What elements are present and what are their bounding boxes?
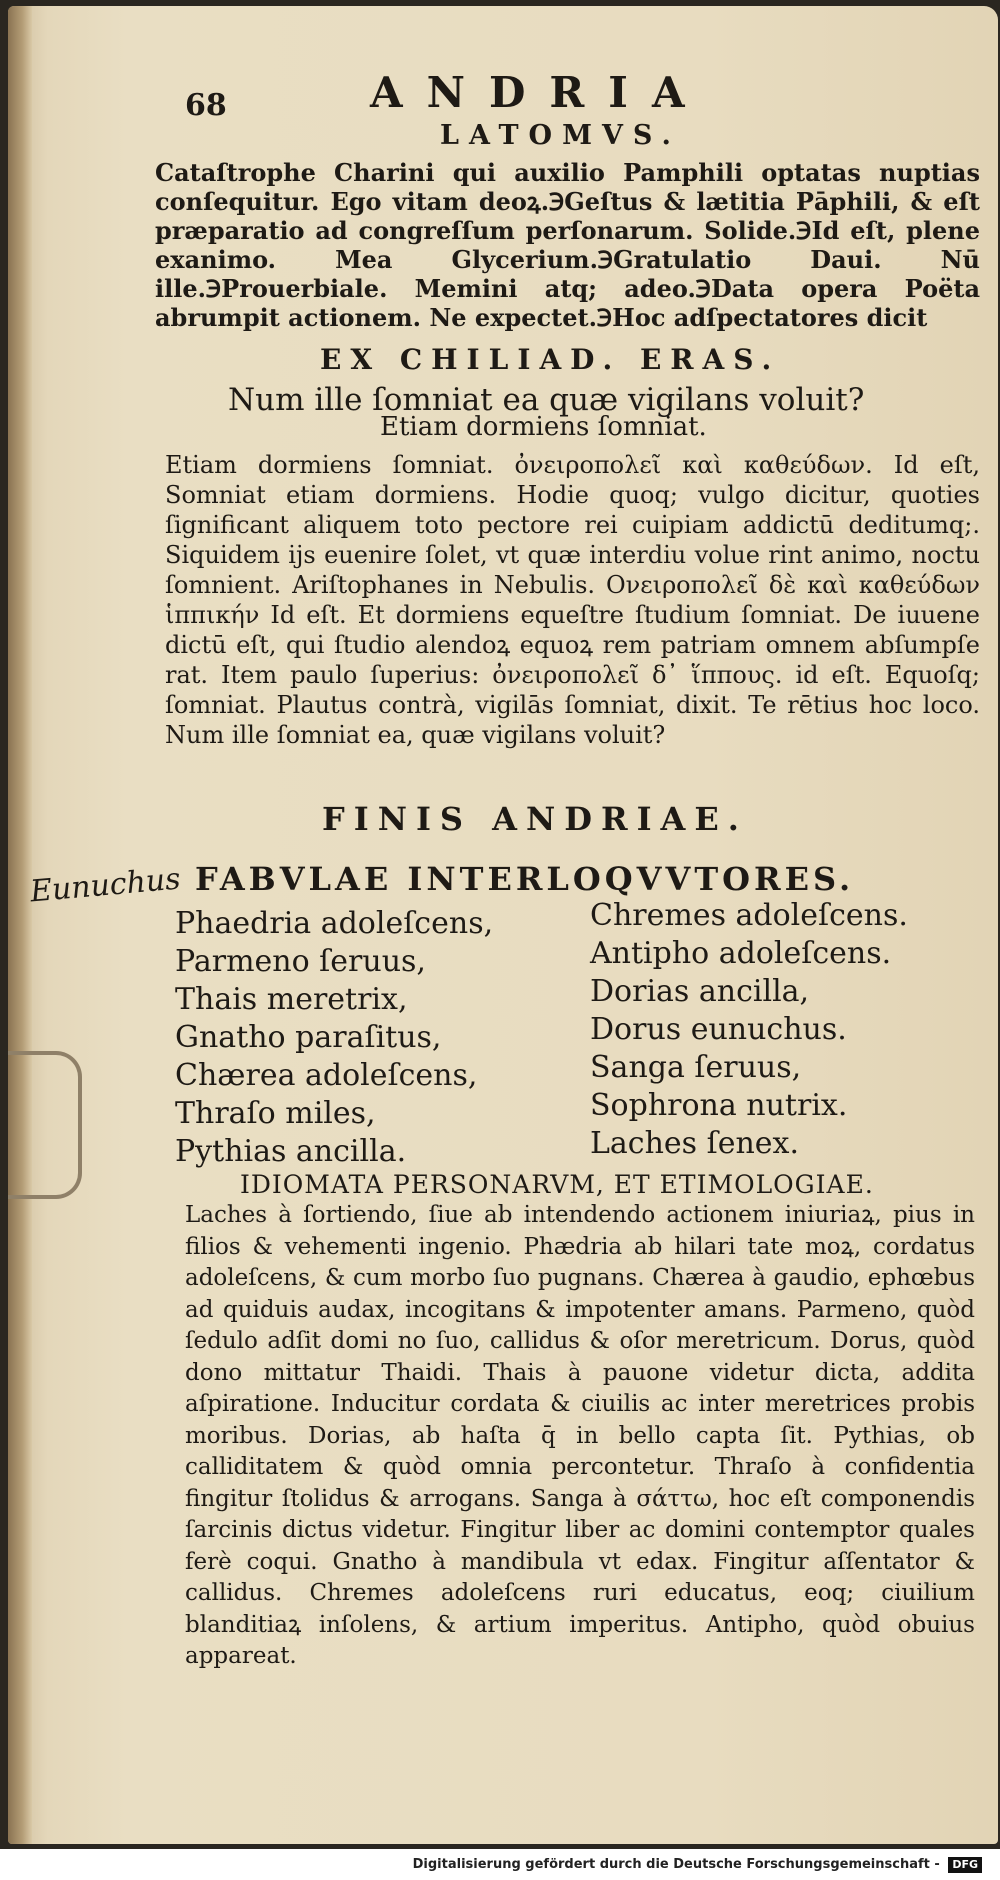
footer-credit: Digitalisierung gefördert durch die Deutsche Forschungsgemeinschaft - [412, 1857, 940, 1872]
book-clasp [8, 1051, 82, 1199]
character-entry: Parmeno ſeruus, [175, 944, 426, 979]
finis-heading: FINIS ANDRIAE. [322, 800, 748, 838]
character-entry: Sanga ſeruus, [590, 1050, 802, 1085]
chiliad-text: Etiam dormiens ſomniat. ὀνειροπολεῖ καὶ καθεύδων. Id eſt, Somniat etiam dormiens. Hodie quoq; vulgo dicitur, quoties ſignificant aliquem toto pectore rei cuipiam addictū deditumq;. Siquidem ijs euenire ſolet, vt quæ interdiu volue rint animo, noctu ſomnient. Ariſtophanes in Nebulis. Ονειροπολεῖ δὲ καὶ καθεύδων ἱππικήν Id eſt. Et dormiens equeſtre ſtudium ſomniat. De iuuene dictū eſt, qui ſtudio alendoꝝ equoꝝ rem patriam omnem abſumpſe rat. Item paulo ſuperius: ὀνειροπολεῖ δ᾽ ἵππους. id eſt. Equoſq; ſomniat. Plautus contrà, vigilās ſomniat, dixit. Te rētius hoc loco. Num ille ſomniat ea, quæ vigilans voluit? [165, 451, 980, 749]
character-entry: Sophrona nutrix. [590, 1088, 848, 1123]
book-spine [8, 6, 32, 1844]
idiomata-heading: IDIOMATA PERSONARVM, ET ETIMOLOGIAE. [240, 1170, 874, 1199]
running-head: ANDRIA [370, 68, 709, 117]
interlocutores-heading: FABVLAE INTERLOQVVTORES. [195, 860, 855, 898]
digitization-footer [0, 1849, 1000, 1880]
character-entry: Thraſo miles, [175, 1096, 376, 1131]
character-list-left [175, 905, 493, 1171]
character-entry: Thais meretrix, [175, 982, 408, 1017]
latomus-heading: LATOMVS. [440, 120, 681, 151]
character-entry: Chærea adoleſcens, [175, 1058, 478, 1093]
chiliad-title: Num ille ſomniat ea quæ vigilans voluit? [228, 382, 865, 418]
character-entry: Chremes adoleſcens. [590, 898, 908, 933]
character-entry: Antipho adoleſcens. [590, 936, 892, 971]
dfg-logo: DFG [948, 1857, 982, 1873]
character-entry: Dorus eunuchus. [590, 1012, 847, 1047]
character-entry: Phaedria adoleſcens, [175, 906, 494, 941]
character-entry: Pythias ancilla. [175, 1134, 407, 1169]
handwritten-margin-note: Eunuchus [28, 861, 182, 910]
page-number: 68 [185, 88, 227, 123]
chiliad-subtitle: Etiam dormiens ſomniat. [380, 412, 707, 442]
idiomata-text: Laches à ſortiendo, ſiue ab intendendo actionem iniuriaꝝ, pius in filios & vehementi ingenio. Phædria ab hilari tate moꝝ, cordatus adoleſcens, & cum morbo ſuo pugnans. Chærea à gaudio, ephœbus ad quiduis audax, incogitans & impotenter amans. Parmeno, quòd ſedulo adſit domi no ſuo, callidus & oſor meretricum. Dorus, quòd dono mittatur Thaidi. Thais à pauone videtur dicta, addita aſpiratione. Inducitur cordata & ciuilis ac inter meretrices probis moribus. Dorias, ab haſta q̄ in bello capta ſit. Pythias, ob calliditatem & quòd omnia percontetur. Thraſo à confidentia fingitur ſtolidus & arrogans. Sanga à σάττω, hoc eſt componendis ſarcinis dictus videtur. Fingitur liber ac domini contemptor quales ferè coqui. Gnatho à mandibula vt edax. Fingitur aſſentator & callidus. Chremes adoleſcens ruri educatus, eoq; ciuilium blanditiaꝝ inſolens, & artium imperitus. Antipho, quòd obuius appareat. [185, 1202, 975, 1669]
character-entry: Dorias ancilla, [590, 974, 810, 1009]
latomus-commentary: Cataſtrophe Charini qui auxilio Pamphili optatas nuptias conſequitur. Ego vitam deoꝝ.℈Geſtus & lætitia Pāphili, & eſt præparatio ad congreſſum perſonarum. Solide.℈Id eſt, plene exanimo. Mea Glycerium.℈Gratulatio Daui. Nū ille.℈Prouerbiale. Memini atq; adeo.℈Data opera Poëta abrumpit actionem. Ne expectet.℈Hoc adſpectatores dicit [155, 158, 980, 332]
character-entry: Laches ſenex. [590, 1126, 800, 1161]
character-list-right [590, 897, 908, 1163]
chiliad-heading: EX CHILIAD. ERAS. [320, 343, 781, 376]
character-entry: Gnatho paraſitus, [175, 1020, 442, 1055]
